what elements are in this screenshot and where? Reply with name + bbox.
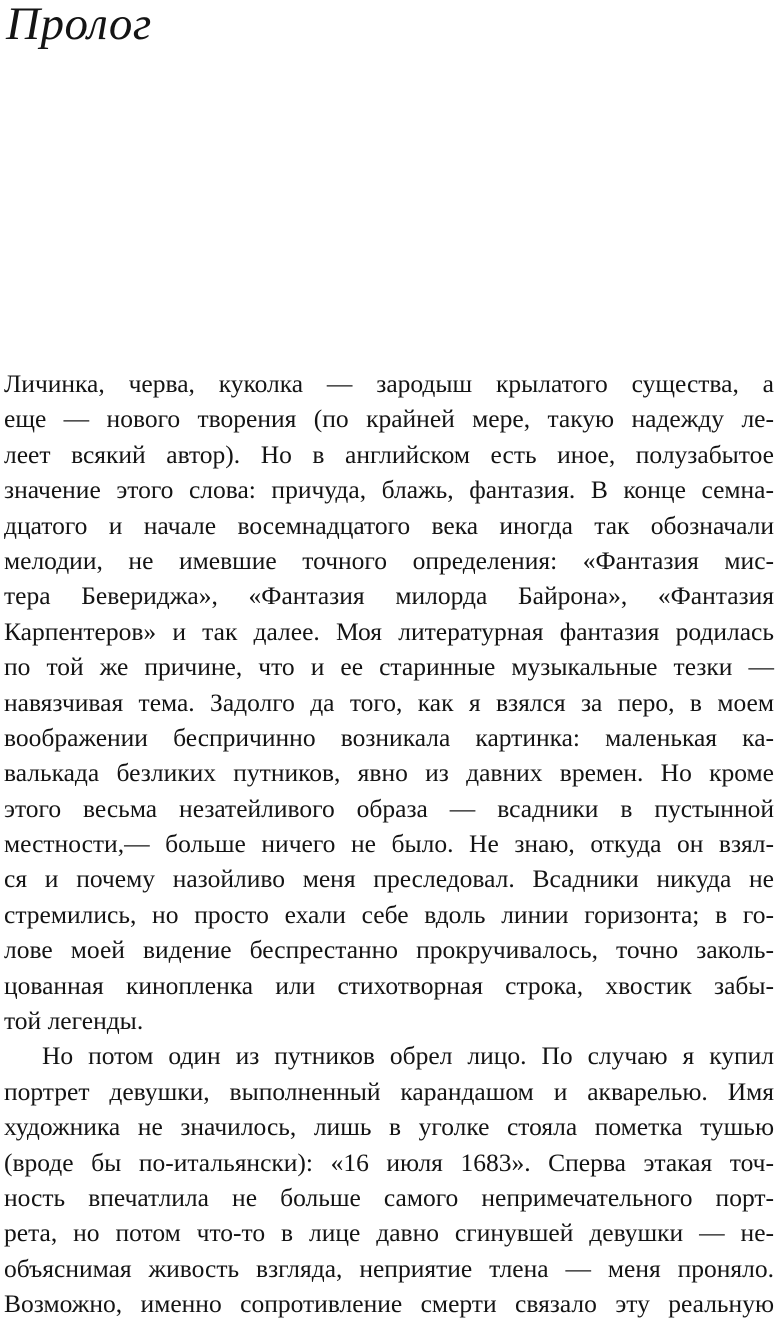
text-line: Карпентеров» и так далее. Моя литературная фантазия родилась <box>4 616 774 646</box>
text-line: той легенды. <box>4 1006 144 1036</box>
text-line: навязчивая тема. Задолго да того, как я взялся за перо, в моем <box>4 687 774 717</box>
text-line: по той же причине, что и ее старинные музыкальные тезки — <box>4 652 774 682</box>
text-line: (вроде бы по-итальянски): «16 июля 1683». Сперва этакая точ- <box>4 1147 774 1177</box>
text-line: стремились, но просто ехали себе вдоль линии горизонта; в го- <box>4 899 774 929</box>
paragraph-1 <box>4 366 774 1038</box>
text-line: леет всякий автор). Но в английском есть иное, полузабытое <box>4 439 774 469</box>
text-line: еще — нового творения (по крайней мере, такую надежду ле- <box>4 404 774 434</box>
text-line: местности,— больше ничего не было. Не знаю, откуда он взял- <box>4 829 774 859</box>
text-line: этого весьма незатейливого образа — всадники в пустынной <box>4 793 774 823</box>
text-line: ся и почему назойливо меня преследовал. Всадники никуда не <box>4 864 774 894</box>
text-line: художника не значилось, лишь в уголке стояла пометка тушью <box>4 1112 774 1142</box>
paragraph-2 <box>4 1038 774 1321</box>
body-text <box>4 366 774 1322</box>
text-line: ность впечатлила не больше самого непримечательного порт- <box>4 1182 774 1212</box>
text-line: Личинка, черва, куколка — зародыш крылатого существа, а <box>4 369 774 398</box>
text-line: дцатого и начале восемнадцатого века иногда так обозначали <box>4 510 774 540</box>
text-line: валькада безликих путников, явно из давних времен. Но кроме <box>4 758 774 788</box>
text-line: рета, но потом что-то в лице давно сгинувшей девушки — не- <box>4 1218 774 1248</box>
text-line: мелодии, не имевшие точного определения: «Фантазия мис- <box>4 545 774 575</box>
text-line: объяснимая живость взгляда, неприятие тлена — меня проняло. <box>4 1253 774 1283</box>
text-line: цованная кинопленка или стихотворная строка, хвостик забы- <box>4 970 774 1000</box>
text-line: Возможно, именно сопротивление смерти связало эту реальную <box>4 1289 774 1319</box>
text-line: значение этого слова: причуда, блажь, фантазия. В конце семна- <box>4 475 774 505</box>
text-line: Но потом один из путников обрел лицо. По случаю я купил <box>42 1041 774 1071</box>
chapter-title: Пролог <box>6 0 152 50</box>
text-line: воображении беспричинно возникала картинка: маленькая ка- <box>4 722 774 752</box>
text-line: тера Бевериджа», «Фантазия милорда Байрона», «Фантазия <box>4 581 774 611</box>
text-line: лове моей видение беспрестанно прокручивалось, точно заколь- <box>4 935 774 965</box>
text-line: портрет девушки, выполненный карандашом и акварелью. Имя <box>4 1076 774 1106</box>
